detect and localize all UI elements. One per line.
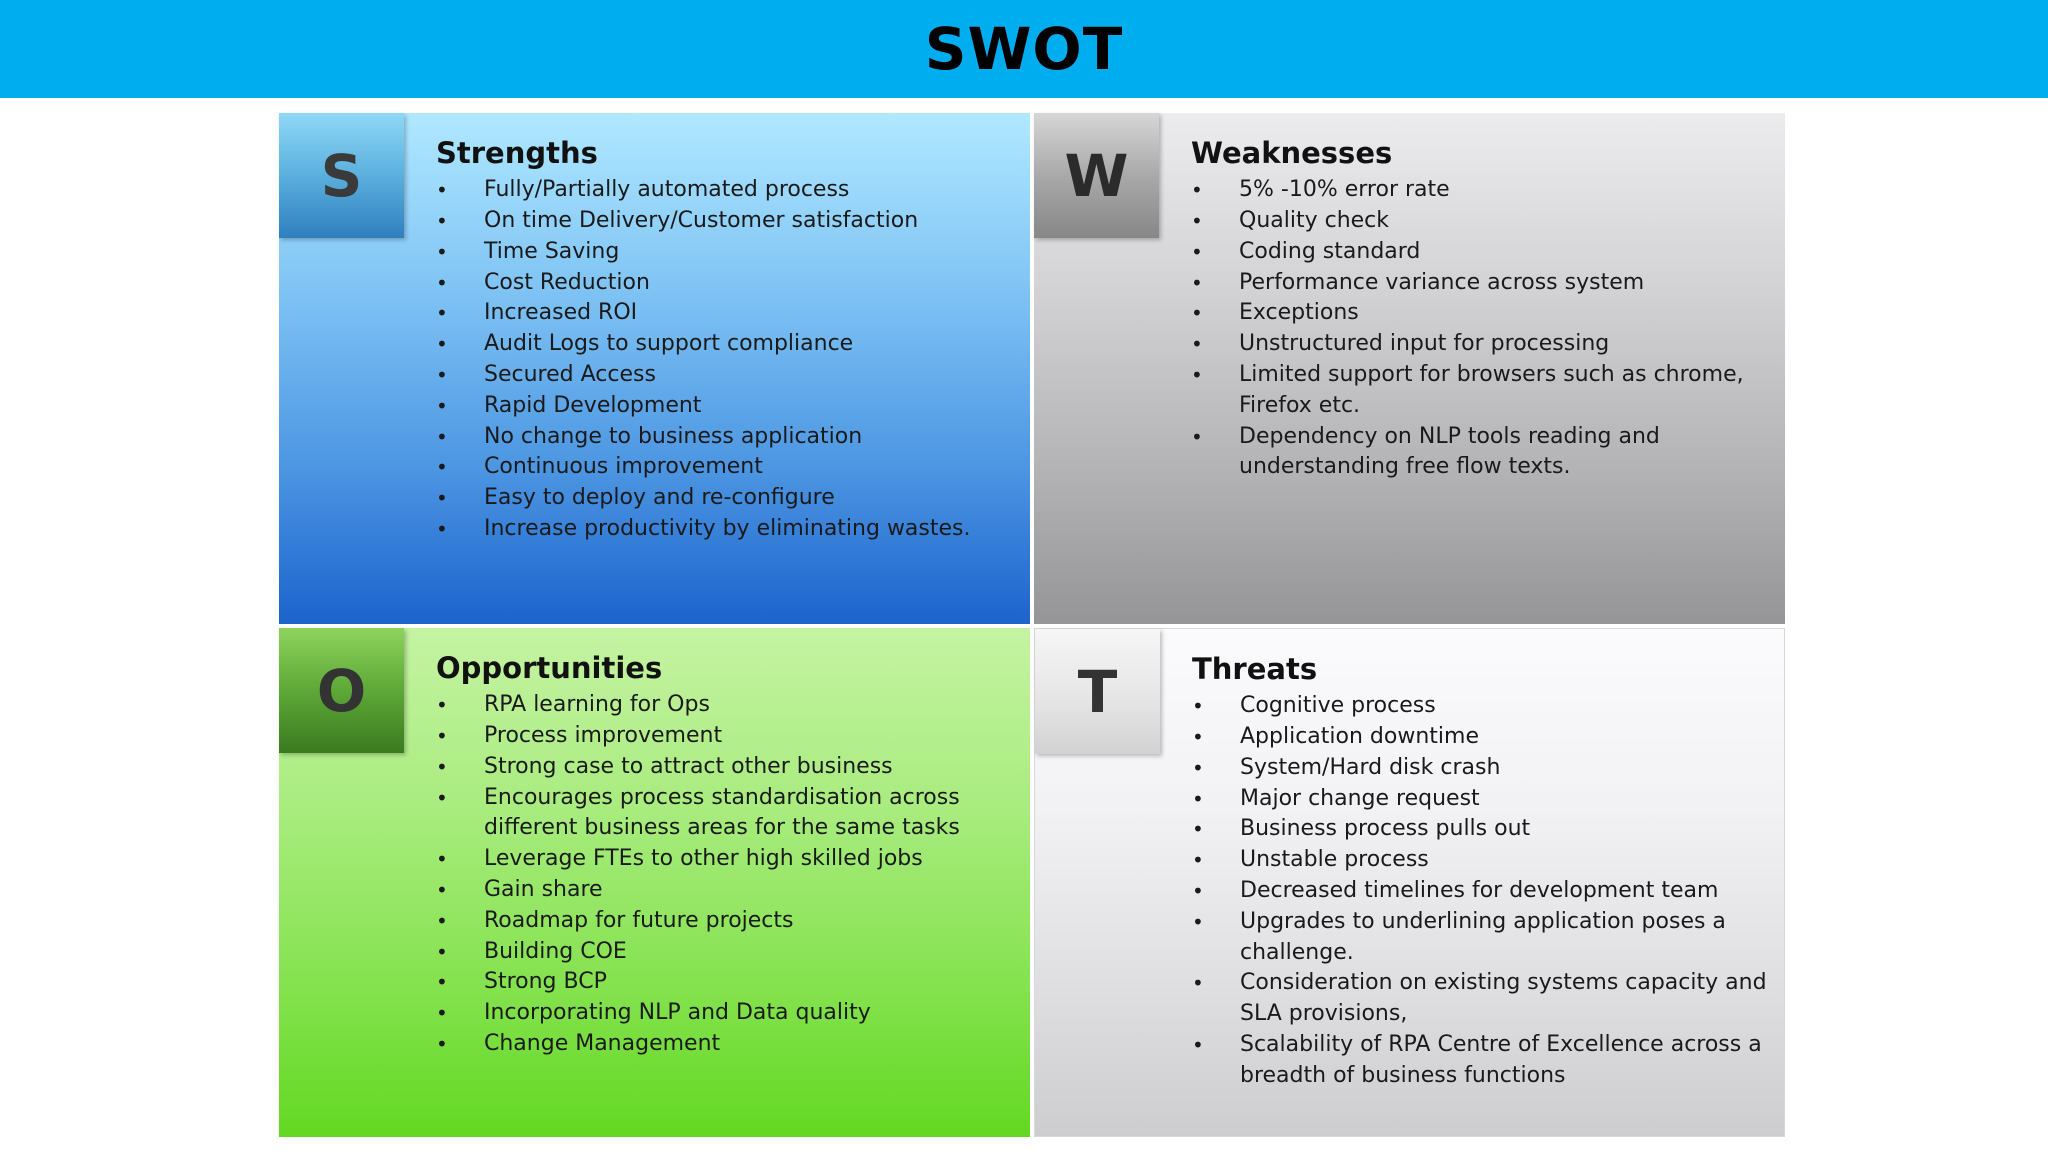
list-item-text: Business process pulls out [1240,816,1531,842]
bullet-icon: • [1191,270,1203,295]
bullet-icon: • [436,424,448,449]
list-item [436,875,1016,906]
bullet-icon: • [1192,1033,1204,1058]
bullet-icon: • [436,939,448,964]
bullet-icon: • [436,455,448,480]
strengths-content [436,135,1016,545]
bullet-icon: • [436,517,448,542]
bullet-icon: • [436,693,448,718]
slide-title: SWOT [924,15,1124,83]
list-item-text: Major change request [1240,785,1480,811]
strengths-quadrant [279,113,1030,624]
list-item [1192,722,1772,753]
bullet-icon: • [1191,424,1203,449]
bullet-icon: • [1192,879,1204,904]
title-bar [0,0,2048,98]
strengths-list [436,175,1016,545]
bullet-icon: • [1191,332,1203,357]
list-item-text: System/Hard disk crash [1240,754,1501,780]
bullet-icon: • [436,332,448,357]
opportunities-letter-tile: O [279,628,404,753]
list-item-text: Performance variance across system [1239,269,1645,295]
bullet-icon: • [436,785,448,810]
list-item [1192,814,1772,845]
list-item [436,483,1016,514]
weaknesses-heading: Weaknesses [1191,136,1393,170]
bullet-icon: • [1192,848,1204,873]
list-item-text: Cognitive process [1240,693,1436,719]
bullet-icon: • [436,1032,448,1057]
list-item-text: Coding standard [1239,238,1421,264]
list-item-text: Continuous improvement [484,454,763,480]
list-item-text: No change to business application [484,423,863,449]
bullet-icon: • [436,270,448,295]
list-item-text: Decreased timelines for development team [1240,878,1719,904]
bullet-icon: • [1191,239,1203,264]
list-item [1191,329,1771,360]
bullet-icon: • [436,486,448,511]
list-item-text: Increased ROI [484,300,638,326]
list-item-text: Upgrades to underlining application poses a challenge. [1240,908,1726,965]
list-item [436,514,1016,545]
bullet-icon: • [1192,817,1204,842]
list-item [436,237,1016,268]
list-item-text: Scalability of RPA Centre of Excellence across a breadth of business functions [1240,1032,1762,1088]
list-item-text: Encourages process standardisation across different business areas for the same tasks [484,784,960,841]
list-item [1192,784,1772,815]
bullet-icon: • [1191,209,1203,234]
list-item [436,937,1016,968]
list-item [436,206,1016,237]
bullet-icon: • [436,724,448,749]
list-item-text: Audit Logs to support compliance [484,331,854,357]
bullet-icon: • [1192,971,1204,996]
list-item [1191,175,1771,206]
list-item-text: Easy to deploy and re-configure [484,485,835,511]
bullet-icon: • [436,908,448,933]
list-item [1191,268,1771,299]
list-item-text: Unstable process [1240,847,1429,873]
threats-quadrant [1034,628,1785,1137]
bullet-icon: • [436,878,448,903]
opportunities-content [436,650,1016,1060]
list-item [1192,1030,1772,1092]
weaknesses-letter-tile: W [1034,113,1159,238]
list-item [1191,360,1771,422]
list-item-text: Fully/Partially automated process [484,177,850,203]
bullet-icon: • [436,239,448,264]
threats-heading: Threats [1192,652,1318,686]
list-item [436,783,1016,845]
list-item [436,175,1016,206]
list-item-text: Process improvement [484,723,723,749]
list-item-text: Leverage FTEs to other high skilled jobs [484,846,923,872]
list-item-text: Quality check [1239,208,1390,234]
bullet-icon: • [1191,363,1203,388]
bullet-icon: • [436,178,448,203]
bullet-icon: • [436,209,448,234]
list-item-text: RPA learning for Ops [484,692,710,718]
list-item-text: Exceptions [1239,300,1359,326]
bullet-icon: • [436,1001,448,1026]
list-item [436,298,1016,329]
list-item-text: Roadmap for future projects [484,907,794,933]
list-item-text: Time Saving [484,238,620,264]
list-item [1191,298,1771,329]
list-item-text: Dependency on NLP tools reading and understanding free flow texts. [1239,423,1660,480]
opportunities-heading: Opportunities [436,651,663,685]
bullet-icon: • [436,301,448,326]
list-item [436,690,1016,721]
list-item-text: Increase productivity by eliminating wastes. [484,516,971,542]
bullet-icon: • [436,847,448,872]
list-item [1192,876,1772,907]
list-item [1191,206,1771,237]
list-item [436,452,1016,483]
list-item [1192,845,1772,876]
list-item [436,1029,1016,1060]
list-item-text: On time Delivery/Customer satisfaction [484,208,919,234]
list-item [1192,753,1772,784]
threats-list [1192,691,1772,1091]
list-item [436,752,1016,783]
list-item [436,721,1016,752]
list-item [436,391,1016,422]
weaknesses-content [1191,135,1771,483]
list-item-text: 5% -10% error rate [1239,177,1450,203]
threats-letter-tile: T [1035,629,1160,754]
strengths-heading: Strengths [436,136,598,170]
bullet-icon: • [1192,694,1204,719]
bullet-icon: • [1192,755,1204,780]
bullet-icon: • [436,754,448,779]
list-item [1192,907,1772,969]
list-item [436,906,1016,937]
list-item [436,998,1016,1029]
list-item [1192,968,1772,1030]
bullet-icon: • [1191,301,1203,326]
bullet-icon: • [1191,178,1203,203]
list-item-text: Incorporating NLP and Data quality [484,1000,871,1026]
list-item-text: Application downtime [1240,724,1479,750]
list-item-text: Strong case to attract other business [484,753,893,779]
threats-content [1192,651,1772,1092]
opportunities-quadrant [279,628,1030,1137]
list-item [436,360,1016,391]
bullet-icon: • [436,363,448,388]
bullet-icon: • [436,970,448,995]
opportunities-list [436,690,1016,1060]
list-item [436,422,1016,453]
bullet-icon: • [1192,786,1204,811]
list-item [436,967,1016,998]
bullet-icon: • [1192,909,1204,934]
list-item [1192,691,1772,722]
list-item-text: Gain share [484,877,603,903]
list-item [1191,237,1771,268]
list-item-text: Consideration on existing systems capacity and SLA provisions, [1240,970,1767,1027]
list-item [436,329,1016,360]
list-item-text: Unstructured input for processing [1239,331,1610,357]
list-item [436,268,1016,299]
bullet-icon: • [1192,725,1204,750]
bullet-icon: • [436,393,448,418]
list-item-text: Secured Access [484,362,656,388]
list-item [1191,422,1771,484]
list-item-text: Limited support for browsers such as chrome, Firefox etc. [1239,362,1744,418]
list-item-text: Cost Reduction [484,269,650,295]
weaknesses-list [1191,175,1771,483]
list-item-text: Change Management [484,1031,721,1057]
strengths-letter-tile: S [279,113,404,238]
list-item-text: Building COE [484,938,627,964]
list-item [436,844,1016,875]
list-item-text: Strong BCP [484,969,607,995]
weaknesses-quadrant [1034,113,1785,624]
list-item-text: Rapid Development [484,392,702,418]
